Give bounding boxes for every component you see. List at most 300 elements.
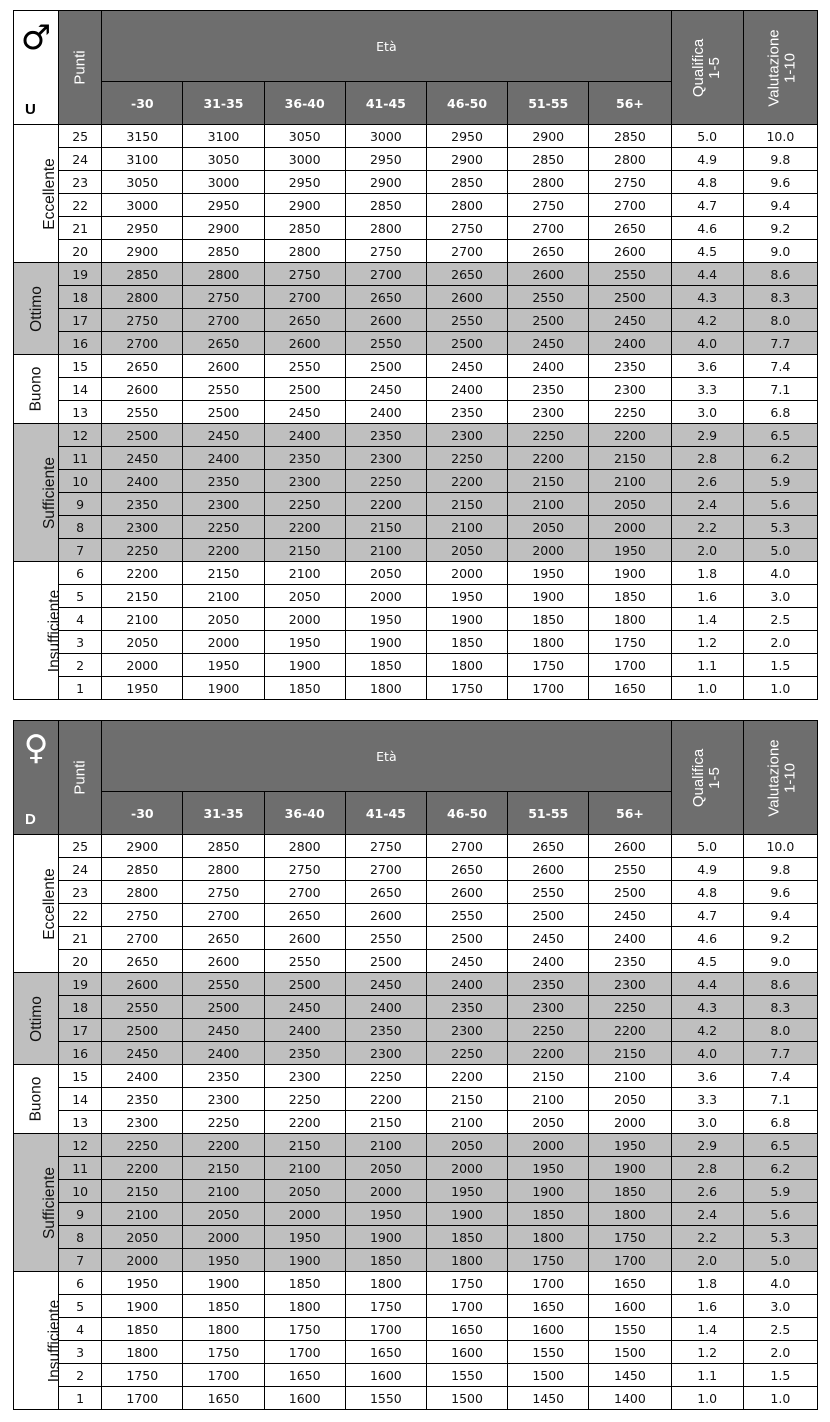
age-group-header: 51-55 <box>508 792 589 835</box>
valutazione-cell: 5.9 <box>743 1180 817 1203</box>
qualifica-cell: 1.0 <box>671 1387 743 1410</box>
value-cell: 2700 <box>264 286 345 309</box>
value-cell: 1800 <box>345 677 426 700</box>
value-cell: 1750 <box>183 1341 264 1364</box>
female-symbol-icon: ♀ <box>23 728 49 768</box>
value-cell: 1950 <box>589 539 671 562</box>
value-cell: 1800 <box>426 654 507 677</box>
category-label: Buono <box>14 1065 59 1134</box>
value-cell: 2200 <box>345 1088 426 1111</box>
value-cell: 2350 <box>508 378 589 401</box>
value-cell: 2350 <box>264 447 345 470</box>
value-cell: 2700 <box>264 881 345 904</box>
value-cell: 2650 <box>508 240 589 263</box>
value-cell: 2200 <box>264 1111 345 1134</box>
value-cell: 1950 <box>264 1226 345 1249</box>
value-cell: 1850 <box>589 1180 671 1203</box>
punti-cell: 13 <box>59 401 102 424</box>
punti-cell: 10 <box>59 1180 102 1203</box>
table-row <box>14 516 818 539</box>
value-cell: 2300 <box>508 401 589 424</box>
value-cell: 1800 <box>183 1318 264 1341</box>
valutazione-cell: 9.4 <box>743 904 817 927</box>
punti-cell: 11 <box>59 447 102 470</box>
valutazione-cell: 10.0 <box>743 125 817 148</box>
value-cell: 1900 <box>426 1203 507 1226</box>
table-row <box>14 562 818 585</box>
valutazione-cell: 6.2 <box>743 447 817 470</box>
value-cell: 2300 <box>426 424 507 447</box>
value-cell: 2150 <box>508 470 589 493</box>
value-cell: 2200 <box>183 539 264 562</box>
value-cell: 2450 <box>508 332 589 355</box>
value-cell: 2600 <box>508 858 589 881</box>
table-row <box>14 539 818 562</box>
value-cell: 1650 <box>589 677 671 700</box>
valutazione-cell: 7.7 <box>743 332 817 355</box>
value-cell: 2800 <box>264 835 345 858</box>
value-cell: 2100 <box>508 493 589 516</box>
value-cell: 1800 <box>508 631 589 654</box>
value-cell: 2550 <box>426 309 507 332</box>
value-cell: 2700 <box>345 263 426 286</box>
value-cell: 1700 <box>426 1295 507 1318</box>
punti-cell: 19 <box>59 973 102 996</box>
table-row <box>14 1295 818 1318</box>
valutazione-cell: 1.0 <box>743 1387 817 1410</box>
value-cell: 1950 <box>426 585 507 608</box>
qualifica-cell: 1.4 <box>671 608 743 631</box>
table-row <box>14 1387 818 1410</box>
value-cell: 2200 <box>345 493 426 516</box>
valutazione-cell: 6.8 <box>743 401 817 424</box>
valutazione-cell: 4.0 <box>743 562 817 585</box>
value-cell: 1550 <box>345 1387 426 1410</box>
value-cell: 2750 <box>345 240 426 263</box>
value-cell: 2250 <box>183 1111 264 1134</box>
table-row <box>14 1111 818 1134</box>
table-row <box>14 654 818 677</box>
table-row <box>14 493 818 516</box>
value-cell: 2750 <box>183 286 264 309</box>
punti-cell: 6 <box>59 562 102 585</box>
valutazione-cell: 8.3 <box>743 286 817 309</box>
table-row <box>14 927 818 950</box>
value-cell: 2300 <box>102 1111 183 1134</box>
value-cell: 2800 <box>589 148 671 171</box>
value-cell: 1900 <box>589 1157 671 1180</box>
punti-cell: 15 <box>59 1065 102 1088</box>
value-cell: 2350 <box>102 493 183 516</box>
punti-cell: 23 <box>59 171 102 194</box>
value-cell: 3000 <box>102 194 183 217</box>
table-row <box>14 171 818 194</box>
qualifica-cell: 4.5 <box>671 240 743 263</box>
value-cell: 1750 <box>508 1249 589 1272</box>
value-cell: 1550 <box>589 1318 671 1341</box>
table-row <box>14 125 818 148</box>
value-cell: 1700 <box>264 1341 345 1364</box>
value-cell: 2200 <box>183 1134 264 1157</box>
value-cell: 2650 <box>264 309 345 332</box>
qualifica-cell: 3.6 <box>671 1065 743 1088</box>
value-cell: 2350 <box>183 1065 264 1088</box>
value-cell: 2000 <box>508 539 589 562</box>
value-cell: 2200 <box>508 1042 589 1065</box>
value-cell: 2450 <box>426 950 507 973</box>
age-group-header: 36-40 <box>264 792 345 835</box>
table-row <box>14 1203 818 1226</box>
punti-cell: 14 <box>59 1088 102 1111</box>
value-cell: 2750 <box>264 263 345 286</box>
value-cell: 2000 <box>345 585 426 608</box>
value-cell: 2250 <box>589 996 671 1019</box>
valutazione-cell: 5.6 <box>743 1203 817 1226</box>
value-cell: 2400 <box>508 950 589 973</box>
value-cell: 3000 <box>264 148 345 171</box>
valutazione-cell: 7.1 <box>743 1088 817 1111</box>
value-cell: 1650 <box>264 1364 345 1387</box>
qualifica-cell: 4.2 <box>671 309 743 332</box>
value-cell: 1900 <box>508 1180 589 1203</box>
table-row <box>14 1341 818 1364</box>
table-row <box>14 286 818 309</box>
table-row <box>14 585 818 608</box>
value-cell: 1700 <box>183 1364 264 1387</box>
punti-cell: 23 <box>59 881 102 904</box>
table-row <box>14 1364 818 1387</box>
value-cell: 2300 <box>345 1042 426 1065</box>
punti-cell: 16 <box>59 1042 102 1065</box>
qualifica-header: Qualifica 1-5 <box>671 721 743 835</box>
valutazione-cell: 5.3 <box>743 516 817 539</box>
value-cell: 3000 <box>345 125 426 148</box>
value-cell: 1650 <box>345 1341 426 1364</box>
value-cell: 1900 <box>264 1249 345 1272</box>
punti-cell: 2 <box>59 654 102 677</box>
value-cell: 2600 <box>508 263 589 286</box>
value-cell: 2050 <box>589 493 671 516</box>
value-cell: 2850 <box>183 835 264 858</box>
valutazione-cell: 7.4 <box>743 355 817 378</box>
value-cell: 2650 <box>183 927 264 950</box>
valutazione-cell: 9.6 <box>743 171 817 194</box>
value-cell: 2050 <box>345 562 426 585</box>
value-cell: 2300 <box>589 378 671 401</box>
value-cell: 2800 <box>508 171 589 194</box>
value-cell: 2600 <box>102 378 183 401</box>
value-cell: 2000 <box>264 608 345 631</box>
punti-cell: 7 <box>59 539 102 562</box>
women-score-table <box>13 720 818 1410</box>
value-cell: 2300 <box>264 470 345 493</box>
value-cell: 2600 <box>264 332 345 355</box>
valutazione-cell: 8.6 <box>743 263 817 286</box>
value-cell: 1900 <box>508 585 589 608</box>
value-cell: 2450 <box>102 1042 183 1065</box>
value-cell: 2950 <box>102 217 183 240</box>
value-cell: 1800 <box>589 1203 671 1226</box>
value-cell: 2350 <box>102 1088 183 1111</box>
value-cell: 2050 <box>508 516 589 539</box>
qualifica-cell: 1.6 <box>671 585 743 608</box>
punti-cell: 11 <box>59 1157 102 1180</box>
punti-cell: 24 <box>59 148 102 171</box>
value-cell: 3150 <box>102 125 183 148</box>
qualifica-cell: 2.2 <box>671 1226 743 1249</box>
table-row <box>14 950 818 973</box>
table-row <box>14 378 818 401</box>
qualifica-cell: 4.9 <box>671 858 743 881</box>
value-cell: 2600 <box>426 881 507 904</box>
value-cell: 2050 <box>426 1134 507 1157</box>
value-cell: 2050 <box>102 631 183 654</box>
value-cell: 2500 <box>589 286 671 309</box>
value-cell: 2050 <box>264 585 345 608</box>
value-cell: 1700 <box>508 677 589 700</box>
value-cell: 2150 <box>102 1180 183 1203</box>
value-cell: 2250 <box>264 1088 345 1111</box>
value-cell: 1450 <box>589 1364 671 1387</box>
punti-cell: 17 <box>59 309 102 332</box>
table-row <box>14 424 818 447</box>
valutazione-cell: 6.5 <box>743 1134 817 1157</box>
punti-cell: 8 <box>59 516 102 539</box>
valutazione-cell: 9.8 <box>743 858 817 881</box>
value-cell: 2600 <box>264 927 345 950</box>
category-label: Insufficiente <box>14 562 59 700</box>
qualifica-cell: 1.4 <box>671 1318 743 1341</box>
value-cell: 2150 <box>345 1111 426 1134</box>
qualifica-cell: 2.2 <box>671 516 743 539</box>
value-cell: 3050 <box>183 148 264 171</box>
value-cell: 2100 <box>589 1065 671 1088</box>
qualifica-cell: 2.4 <box>671 493 743 516</box>
value-cell: 2500 <box>508 309 589 332</box>
value-cell: 1850 <box>345 654 426 677</box>
value-cell: 2600 <box>589 240 671 263</box>
value-cell: 2550 <box>102 401 183 424</box>
valutazione-cell: 8.3 <box>743 996 817 1019</box>
value-cell: 2500 <box>264 973 345 996</box>
value-cell: 2900 <box>508 125 589 148</box>
value-cell: 1500 <box>508 1364 589 1387</box>
value-cell: 2250 <box>426 1042 507 1065</box>
value-cell: 2700 <box>426 835 507 858</box>
value-cell: 2450 <box>183 1019 264 1042</box>
value-cell: 2100 <box>426 1111 507 1134</box>
value-cell: 1450 <box>508 1387 589 1410</box>
category-label: Eccellente <box>14 125 59 263</box>
age-group-header: 51-55 <box>508 82 589 125</box>
punti-cell: 2 <box>59 1364 102 1387</box>
punti-cell: 1 <box>59 677 102 700</box>
valutazione-cell: 8.6 <box>743 973 817 996</box>
value-cell: 2900 <box>264 194 345 217</box>
valutazione-cell: 6.5 <box>743 424 817 447</box>
qualifica-cell: 4.9 <box>671 148 743 171</box>
punti-cell: 24 <box>59 858 102 881</box>
table-row <box>14 1272 818 1295</box>
value-cell: 2450 <box>264 996 345 1019</box>
category-label: Sufficiente <box>14 424 59 562</box>
value-cell: 1650 <box>426 1318 507 1341</box>
value-cell: 2500 <box>426 927 507 950</box>
value-cell: 2800 <box>345 217 426 240</box>
value-cell: 2400 <box>426 378 507 401</box>
value-cell: 2100 <box>589 470 671 493</box>
value-cell: 2250 <box>264 493 345 516</box>
valutazione-cell: 2.0 <box>743 631 817 654</box>
value-cell: 2400 <box>589 927 671 950</box>
punti-cell: 12 <box>59 424 102 447</box>
value-cell: 2450 <box>508 927 589 950</box>
value-cell: 2300 <box>183 493 264 516</box>
qualifica-cell: 4.2 <box>671 1019 743 1042</box>
table-row <box>14 904 818 927</box>
valutazione-cell: 9.0 <box>743 240 817 263</box>
valutazione-cell: 5.6 <box>743 493 817 516</box>
value-cell: 2050 <box>102 1226 183 1249</box>
value-cell: 2850 <box>426 171 507 194</box>
value-cell: 1500 <box>589 1341 671 1364</box>
value-cell: 2100 <box>102 1203 183 1226</box>
value-cell: 2900 <box>102 835 183 858</box>
punti-cell: 18 <box>59 286 102 309</box>
table-row <box>14 447 818 470</box>
value-cell: 2100 <box>345 1134 426 1157</box>
valutazione-cell: 7.1 <box>743 378 817 401</box>
value-cell: 2450 <box>345 378 426 401</box>
value-cell: 1900 <box>102 1295 183 1318</box>
qualifica-cell: 2.8 <box>671 1157 743 1180</box>
value-cell: 2500 <box>345 950 426 973</box>
table-row <box>14 677 818 700</box>
valutazione-cell: 9.0 <box>743 950 817 973</box>
value-cell: 2150 <box>264 1134 345 1157</box>
value-cell: 2750 <box>264 858 345 881</box>
valutazione-cell: 2.5 <box>743 608 817 631</box>
category-label: Ottimo <box>14 263 59 355</box>
value-cell: 2400 <box>426 973 507 996</box>
valutazione-cell: 2.5 <box>743 1318 817 1341</box>
value-cell: 1900 <box>183 1272 264 1295</box>
value-cell: 2650 <box>102 355 183 378</box>
value-cell: 2400 <box>345 996 426 1019</box>
value-cell: 2350 <box>426 401 507 424</box>
value-cell: 2100 <box>102 608 183 631</box>
value-cell: 1900 <box>264 654 345 677</box>
value-cell: 2250 <box>183 516 264 539</box>
valutazione-cell: 9.2 <box>743 927 817 950</box>
punti-cell: 22 <box>59 194 102 217</box>
valutazione-cell: 3.0 <box>743 1295 817 1318</box>
value-cell: 2250 <box>345 1065 426 1088</box>
valutazione-cell: 8.0 <box>743 1019 817 1042</box>
value-cell: 2400 <box>264 424 345 447</box>
value-cell: 2000 <box>589 516 671 539</box>
gender-cell <box>14 721 59 835</box>
value-cell: 1850 <box>508 608 589 631</box>
value-cell: 2150 <box>426 493 507 516</box>
value-cell: 2500 <box>426 332 507 355</box>
table-row <box>14 608 818 631</box>
value-cell: 1850 <box>426 631 507 654</box>
value-cell: 2350 <box>264 1042 345 1065</box>
value-cell: 2200 <box>102 562 183 585</box>
qualifica-cell: 2.0 <box>671 1249 743 1272</box>
value-cell: 1650 <box>589 1272 671 1295</box>
value-cell: 1550 <box>508 1341 589 1364</box>
category-label: Insufficiente <box>14 1272 59 1410</box>
value-cell: 2050 <box>183 608 264 631</box>
value-cell: 2550 <box>264 355 345 378</box>
value-cell: 2700 <box>183 309 264 332</box>
value-cell: 2650 <box>589 217 671 240</box>
value-cell: 2950 <box>264 171 345 194</box>
qualifica-cell: 2.6 <box>671 470 743 493</box>
value-cell: 3100 <box>183 125 264 148</box>
punti-cell: 18 <box>59 996 102 1019</box>
qualifica-cell: 3.0 <box>671 401 743 424</box>
value-cell: 2400 <box>508 355 589 378</box>
value-cell: 1950 <box>183 1249 264 1272</box>
value-cell: 2550 <box>508 881 589 904</box>
value-cell: 1850 <box>426 1226 507 1249</box>
value-cell: 1700 <box>589 1249 671 1272</box>
value-cell: 2150 <box>345 516 426 539</box>
gender-letter: D <box>25 811 36 828</box>
value-cell: 2200 <box>508 447 589 470</box>
value-cell: 2750 <box>508 194 589 217</box>
value-cell: 2250 <box>508 1019 589 1042</box>
value-cell: 1750 <box>589 1226 671 1249</box>
table-row <box>14 1042 818 1065</box>
value-cell: 2000 <box>426 1157 507 1180</box>
punti-cell: 8 <box>59 1226 102 1249</box>
value-cell: 2700 <box>102 332 183 355</box>
qualifica-cell: 3.0 <box>671 1111 743 1134</box>
value-cell: 2550 <box>589 263 671 286</box>
punti-cell: 6 <box>59 1272 102 1295</box>
value-cell: 2050 <box>426 539 507 562</box>
value-cell: 2000 <box>264 1203 345 1226</box>
age-group-header: 46-50 <box>426 792 507 835</box>
value-cell: 1850 <box>264 677 345 700</box>
value-cell: 2250 <box>102 539 183 562</box>
value-cell: 1700 <box>102 1387 183 1410</box>
value-cell: 3000 <box>183 171 264 194</box>
value-cell: 2250 <box>426 447 507 470</box>
value-cell: 2900 <box>426 148 507 171</box>
value-cell: 2400 <box>102 470 183 493</box>
value-cell: 2600 <box>183 950 264 973</box>
punti-cell: 13 <box>59 1111 102 1134</box>
value-cell: 1900 <box>183 677 264 700</box>
value-cell: 2650 <box>264 904 345 927</box>
qualifica-cell: 1.2 <box>671 1341 743 1364</box>
value-cell: 2050 <box>183 1203 264 1226</box>
value-cell: 3100 <box>102 148 183 171</box>
value-cell: 2000 <box>345 1180 426 1203</box>
value-cell: 2500 <box>183 996 264 1019</box>
table-row <box>14 1249 818 1272</box>
value-cell: 2700 <box>102 927 183 950</box>
punti-cell: 21 <box>59 217 102 240</box>
value-cell: 2850 <box>589 125 671 148</box>
punti-cell: 17 <box>59 1019 102 1042</box>
value-cell: 2050 <box>589 1088 671 1111</box>
